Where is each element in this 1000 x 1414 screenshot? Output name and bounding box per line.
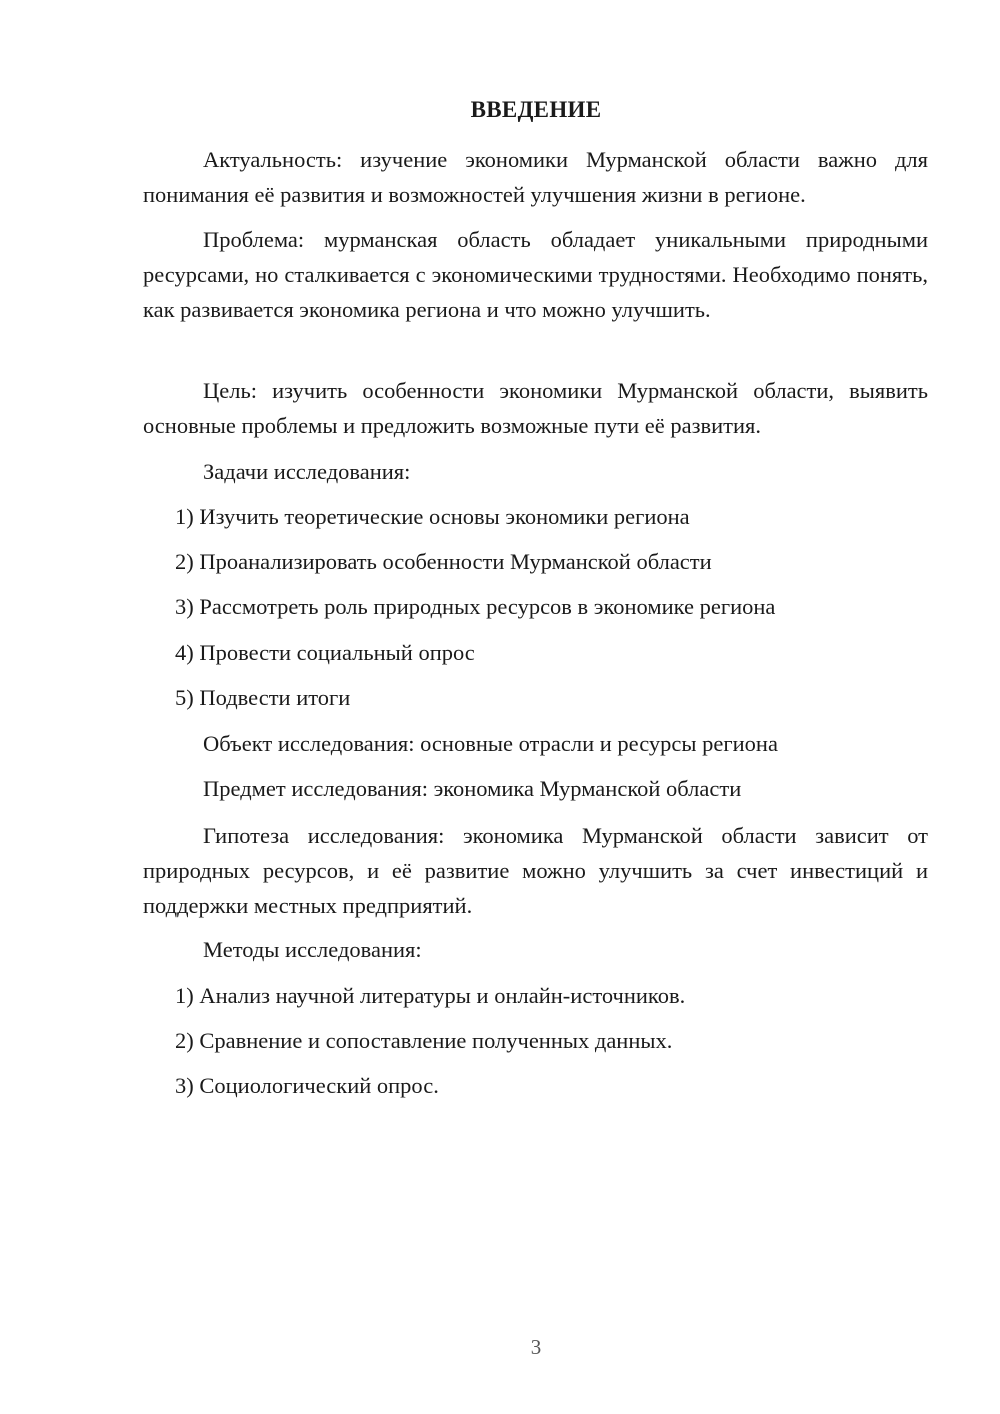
method-item: 2) Сравнение и сопоставление полученных данных. [175,1028,673,1053]
page-number: 3 [530,1335,542,1359]
methods-heading: Методы исследования: [203,937,422,962]
task-item: 5) Подвести итоги [175,685,351,710]
section-title: ВВЕДЕНИЕ [470,97,602,122]
goal-paragraph: Цель: изучить особенности экономики Мурманской области, выявить основные проблемы и предложить возможные пути её развития. [143,378,928,438]
relevance-paragraph: Актуальность: изучение экономики Мурманской области важно для понимания её развития и возможностей улучшения жизни в регионе. [143,147,928,207]
hypothesis-paragraph: Гипотеза исследования: экономика Мурманской области зависит от природных ресурсов, и её развитие можно улучшить за счет инвестиций и поддержки местных предприятий. [143,823,928,918]
task-item: 3) Рассмотреть роль природных ресурсов в экономике региона [175,594,776,619]
method-item: 1) Анализ научной литературы и онлайн-источников. [175,983,686,1008]
task-item: 2) Проанализировать особенности Мурманской области [175,549,712,574]
object-line: Объект исследования: основные отрасли и ресурсы региона [203,731,778,756]
task-item: 4) Провести социальный опрос [175,640,475,665]
method-item: 3) Социологический опрос. [175,1073,439,1098]
subject-line: Предмет исследования: экономика Мурманской области [203,776,742,801]
problem-paragraph: Проблема: мурманская область обладает уникальными природными ресурсами, но сталкивается с экономическими трудностями. Необходимо понять, как развивается экономика региона и что можно улучшить. [143,227,928,322]
task-item: 1) Изучить теоретические основы экономики региона [175,504,690,529]
tasks-heading: Задачи исследования: [203,459,411,484]
